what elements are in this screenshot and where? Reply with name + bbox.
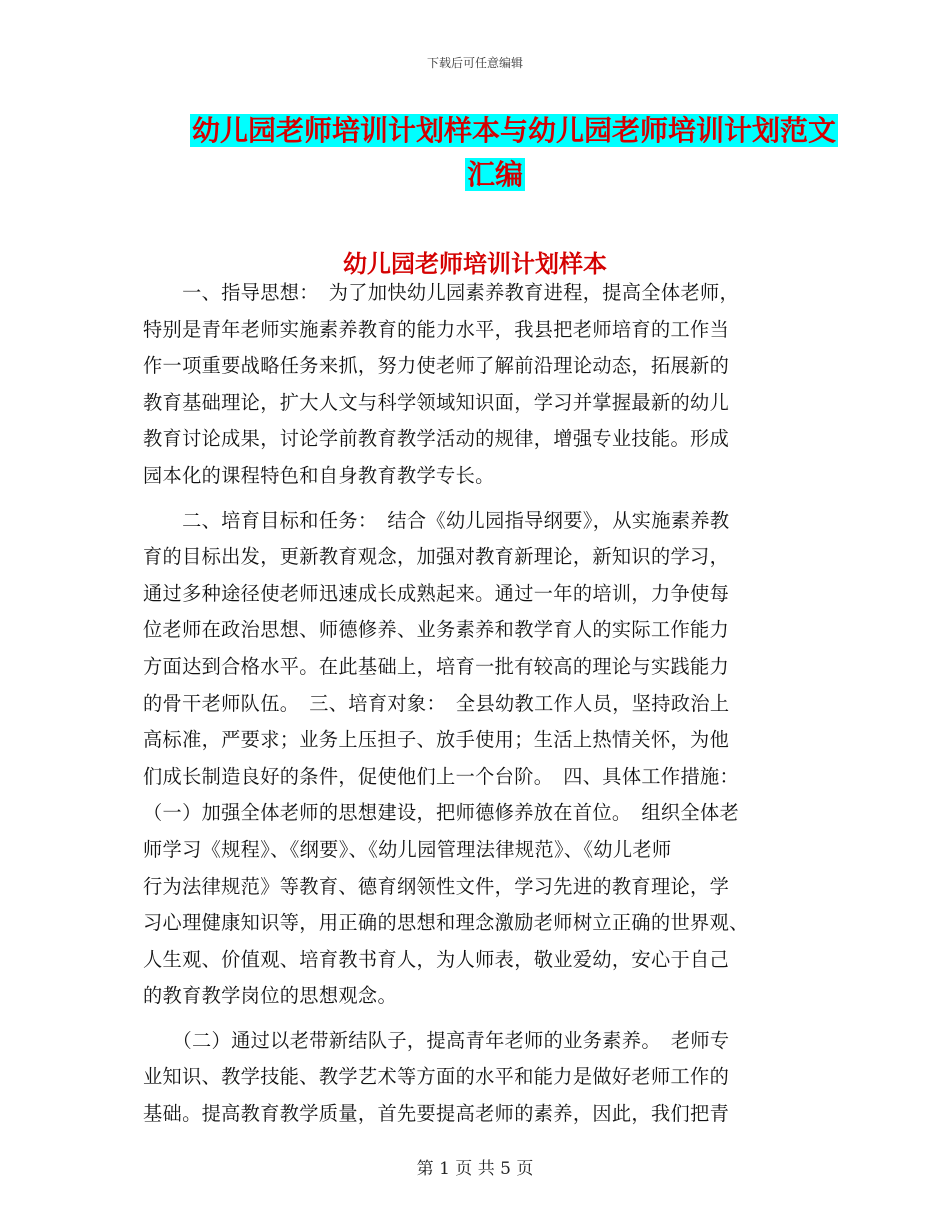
text-line: 行为法律规范》等教育、德育纲领性文件，学习先进的教育理论，学 <box>143 874 730 898</box>
text-line: 的骨干老师队伍。 三、培育对象： 全县幼教工作人员，坚持政治上 <box>143 691 730 715</box>
text-line: 高标准，严要求；业务上压担子、放手使用；生活上热情关怀，为他 <box>143 728 730 752</box>
title-line-2: 汇编 <box>466 158 523 191</box>
text-line: （一）加强全体老师的思想建设，把师德修养放在首位。 组织全体老 <box>143 801 740 825</box>
text-line: 业知识、教学技能、教学艺术等方面的水平和能力是做好老师工作的 <box>143 1065 730 1089</box>
text-line: 教育基础理论，扩大人文与科学领域知识面，学习并掌握最新的幼儿 <box>143 390 730 414</box>
text-line: 习心理健康知识等，用正确的思想和理念激励老师树立正确的世界观、 <box>143 911 749 935</box>
document-title <box>190 110 837 196</box>
text-line: 们成长制造良好的条件，促使他们上一个台阶。 四、具体工作措施： <box>143 764 740 788</box>
text-line: 作一项重要战略任务来抓，努力使老师了解前沿理论动态，拓展新的 <box>143 354 730 378</box>
text-line: 师学习《规程》、《纲要》、《幼儿园管理法律规范》、《幼儿老师 <box>143 837 672 861</box>
text-line: 园本化的课程特色和自身教育教学专长。 <box>143 463 495 487</box>
text-line: 位老师在政治思想、师德修养、业务素养和教学育人的实际工作能力 <box>143 618 730 642</box>
text-line: 育的目标出发，更新教育观念，加强对教育新理论，新知识的学习， <box>143 545 730 569</box>
text-line: （二）通过以老带新结队子，提高青年老师的业务素养。 老师专 <box>143 1028 730 1052</box>
title-line-1: 幼儿园老师培训计划样本与幼儿园老师培训计划范文 <box>192 114 837 147</box>
text-line: 通过多种途径使老师迅速成长成熟起来。通过一年的培训，力争使每 <box>143 581 730 605</box>
text-line: 基础。提高教育教学质量，首先要提高老师的素养，因此，我们把青 <box>143 1102 730 1126</box>
header-note: 下载后可任意编辑 <box>426 56 523 70</box>
section-title: 幼儿园老师培训计划样本 <box>343 250 607 278</box>
text-line: 方面达到合格水平。在此基础上，培育一批有较高的理论与实践能力 <box>143 654 730 678</box>
text-line: 教育讨论成果，讨论学前教育教学活动的规律，增强专业技能。形成 <box>143 427 730 451</box>
text-line: 人生观、价值观、培育教书育人，为人师表，敬业爱幼，安心于自己 <box>143 947 730 971</box>
text-line: 特别是青年老师实施素养教育的能力水平，我县把老师培育的工作当 <box>143 317 730 341</box>
text-line: 一、指导思想： 为了加快幼儿园素养教育进程，提高全体老师， <box>143 281 740 304</box>
text-line: 二、培育目标和任务： 结合《幼儿园指导纲要》，从实施素养教 <box>143 508 730 532</box>
text-line: 的教育教学岗位的思想观念。 <box>143 984 397 1008</box>
page-footer: 第 1 页 共 5 页 <box>416 1159 534 1179</box>
body-text <box>143 275 813 1133</box>
